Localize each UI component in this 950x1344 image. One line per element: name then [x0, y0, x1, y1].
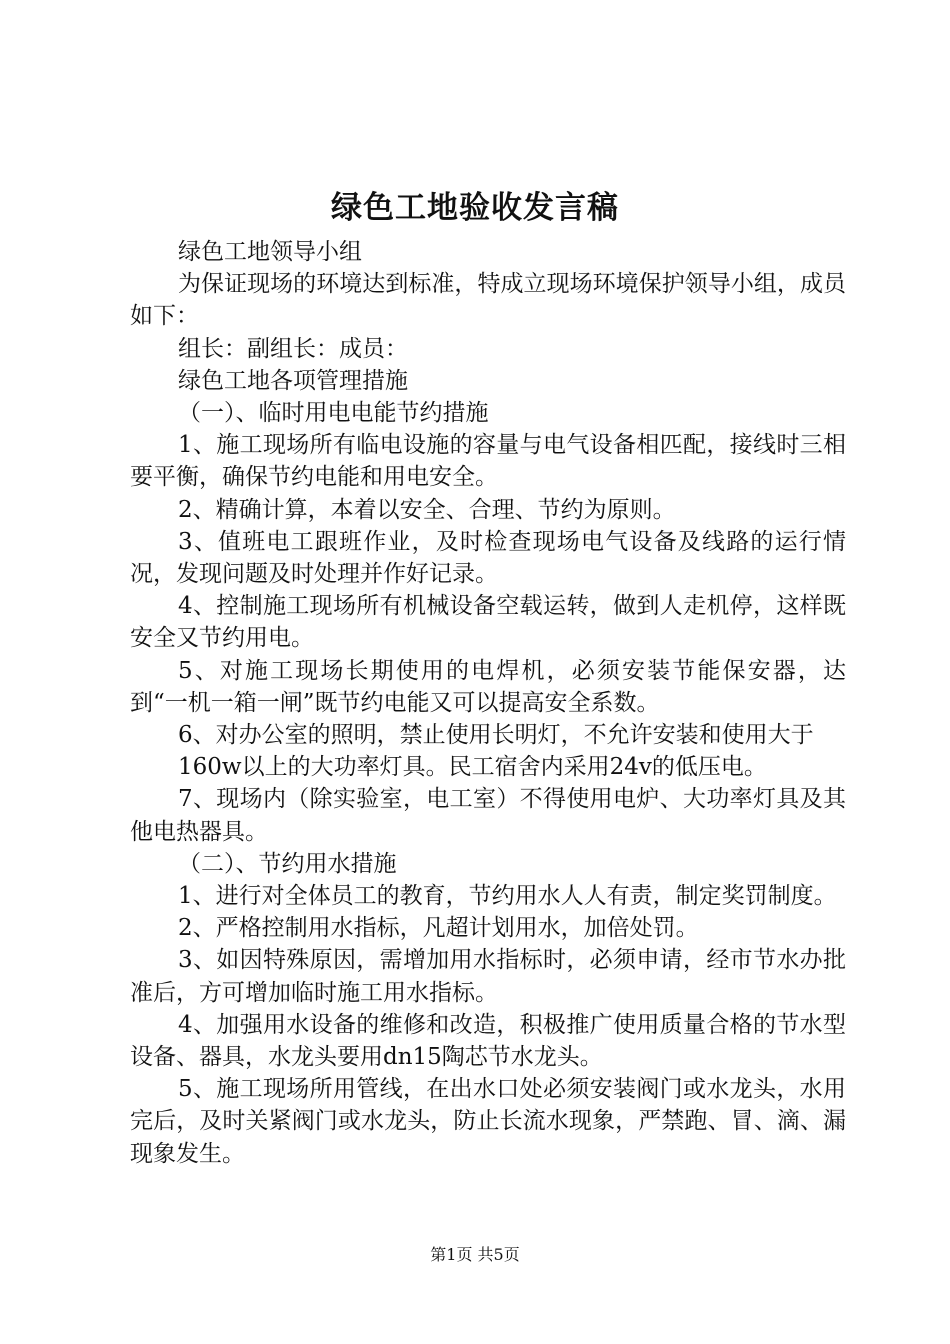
paragraph-water-1: 1、进行对全体员工的教育，节约用水人人有责，制定奖罚制度。 — [178, 883, 837, 910]
paragraph-water-4: 4、加强用水设备的维修和改造，积极推广使用质量合格的节水型设备、器具，水龙头要用dn15陶芯节水龙头。 — [130, 1011, 846, 1071]
section-heading-electricity: （一）、临时用电电能节约措施 — [178, 400, 489, 427]
paragraph-electricity-6: 6、对办公室的照明，禁止使用长明灯，不允许安装和使用大于 — [178, 722, 814, 749]
paragraph-electricity-6-continued: 160w以上的大功率灯具。民工宿舍内采用24v的低压电。 — [178, 754, 767, 781]
paragraph-leadership-group: 绿色工地领导小组 — [178, 239, 362, 265]
paragraph-electricity-5: 5、对施工现场长期使用的电焊机，必须安装节能保安器，达到“一机一箱一闸”既节约电能又可以提高安全系数。 — [130, 657, 846, 716]
paragraph-members: 组长：副组长：成员： — [178, 335, 408, 362]
paragraph-water-3: 3、如因特殊原因，需增加用水指标时，必须申请，经市节水办批准后，方可增加临时施工用水指标。 — [130, 947, 846, 1006]
page-number-footer: 第1页 共5页 — [430, 1245, 520, 1264]
document-title: 绿色工地验收发言稿 — [331, 190, 619, 226]
document-body — [130, 236, 846, 1170]
paragraph-measures-heading: 绿色工地各项管理措施 — [178, 367, 408, 394]
paragraph-water-2: 2、严格控制用水指标，凡超计划用水，加倍处罚。 — [178, 915, 699, 942]
paragraph-water-5: 5、施工现场所用管线，在出水口处必须安装阀门或水龙头，水用完后，及时关紧阀门或水龙头，防止长流水现象，严禁跑、冒、滴、漏现象发生。 — [130, 1076, 846, 1167]
paragraph-electricity-1: 1、施工现场所有临电设施的容量与电气设备相匹配，接线时三相要平衡，确保节约电能和用电安全。 — [130, 432, 846, 491]
paragraph-intro: 为保证现场的环境达到标准，特成立现场环境保护领导小组，成员如下： — [130, 271, 846, 330]
section-heading-water: （二）、节约用水措施 — [178, 850, 397, 877]
paragraph-electricity-7: 7、现场内（除实验室，电工室）不得使用电炉、大功率灯具及其他电热器具。 — [130, 786, 846, 845]
paragraph-electricity-3: 3、值班电工跟班作业，及时检查现场电气设备及线路的运行情况，发现问题及时处理并作好记录。 — [130, 528, 846, 588]
paragraph-electricity-4: 4、控制施工现场所有机械设备空载运转，做到人走机停，这样既安全又节约用电。 — [130, 593, 846, 652]
paragraph-electricity-2: 2、精确计算，本着以安全、合理、节约为原则。 — [178, 496, 676, 523]
